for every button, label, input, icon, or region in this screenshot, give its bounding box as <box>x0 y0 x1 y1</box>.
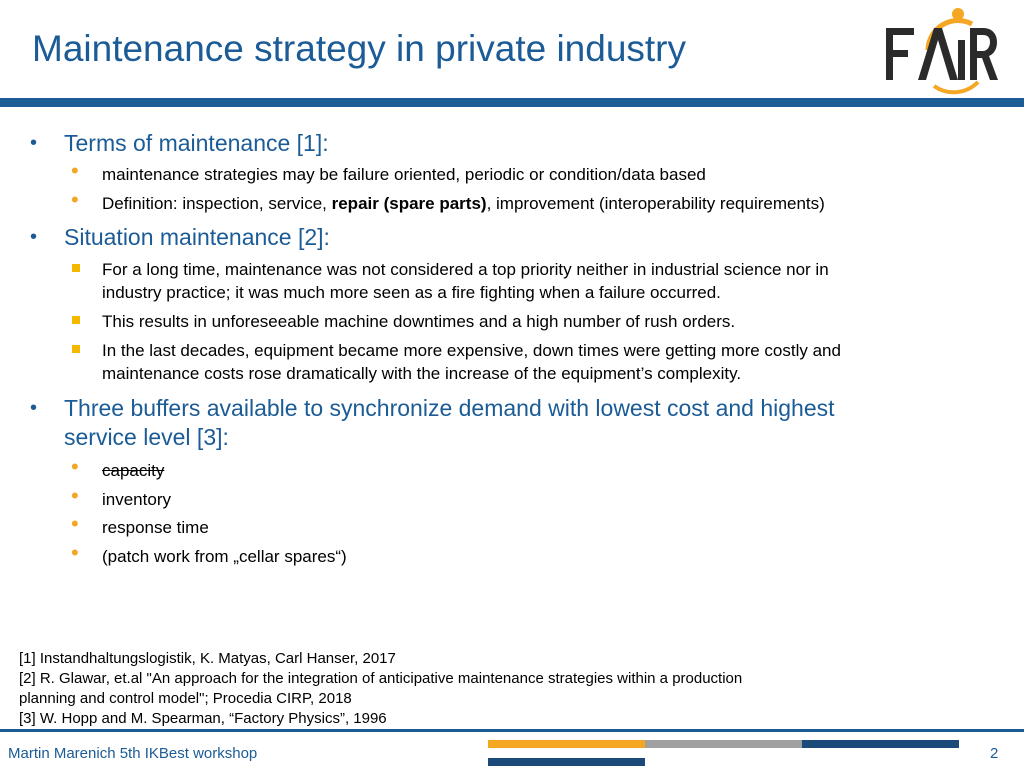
list-item: • inventory <box>71 483 171 509</box>
reference-item: planning and control model"; Procedia CIRP, 2018 <box>19 690 352 707</box>
footer-stripe-blue-lower <box>488 758 645 766</box>
list-item: In the last decades, equipment became more expensive, down times were getting more costly and maintenance costs rose dramatically with the increase of the equipment’s complexity. <box>102 339 982 385</box>
bullet-icon: • <box>71 454 79 479</box>
bullet-icon: • <box>71 187 79 212</box>
bullet-icon: • <box>30 397 38 419</box>
bullet-icon: • <box>30 132 38 154</box>
fair-logo <box>880 4 1000 96</box>
list-item: • maintenance strategies may be failure oriented, periodic or condition/data based <box>71 158 706 184</box>
page-number: 2 <box>990 745 999 762</box>
list-item: • Definition: inspection, service, repair (spare parts), improvement (interoperability requirements) <box>71 187 825 213</box>
reference-item: [1] Instandhaltungslogistik, K. Matyas, Carl Hanser, 2017 <box>19 650 396 667</box>
list-item: • response time <box>71 511 209 537</box>
bullet-icon: • <box>71 483 79 508</box>
footer-author: Martin Marenich 5th IKBest workshop <box>8 745 258 762</box>
bullet-icon: • <box>71 158 79 183</box>
square-bullet-icon <box>72 316 80 324</box>
section-heading-situation: • Situation maintenance [2]: <box>30 224 330 250</box>
reference-item: [3] W. Hopp and M. Spearman, “Factory Physics”, 1996 <box>19 710 387 727</box>
square-bullet-icon <box>72 345 80 353</box>
list-item: • (patch work from „cellar spares“) <box>71 540 347 566</box>
list-item: For a long time, maintenance was not considered a top priority neither in industrial science nor in industry practice; it was much more seen as a fire fighting when a failure occurred. <box>102 258 982 304</box>
slide-title: Maintenance strategy in private industry <box>32 28 687 69</box>
reference-item: [2] R. Glawar, et.al "An approach for the integration of anticipative maintenance strategies within a production <box>19 670 743 687</box>
footer-stripe-orange <box>488 740 645 748</box>
references <box>19 649 879 729</box>
footer-stripe-gray <box>645 740 802 748</box>
list-item: • capacity <box>71 454 165 480</box>
list-item: This results in unforeseeable machine downtimes and a high number of rush orders. <box>102 310 982 333</box>
footer-stripe-blue <box>802 740 959 748</box>
bullet-icon: • <box>30 226 38 248</box>
footer-divider <box>0 729 1024 732</box>
bullet-icon: • <box>71 511 79 536</box>
section-heading-terms: • Terms of maintenance [1]: <box>30 130 329 156</box>
bullet-icon: • <box>71 540 79 565</box>
header-divider <box>0 98 1024 107</box>
section-heading-buffers: • Three buffers available to synchronize demand with lowest cost and highest service level [3]: <box>30 395 835 450</box>
square-bullet-icon <box>72 264 80 272</box>
